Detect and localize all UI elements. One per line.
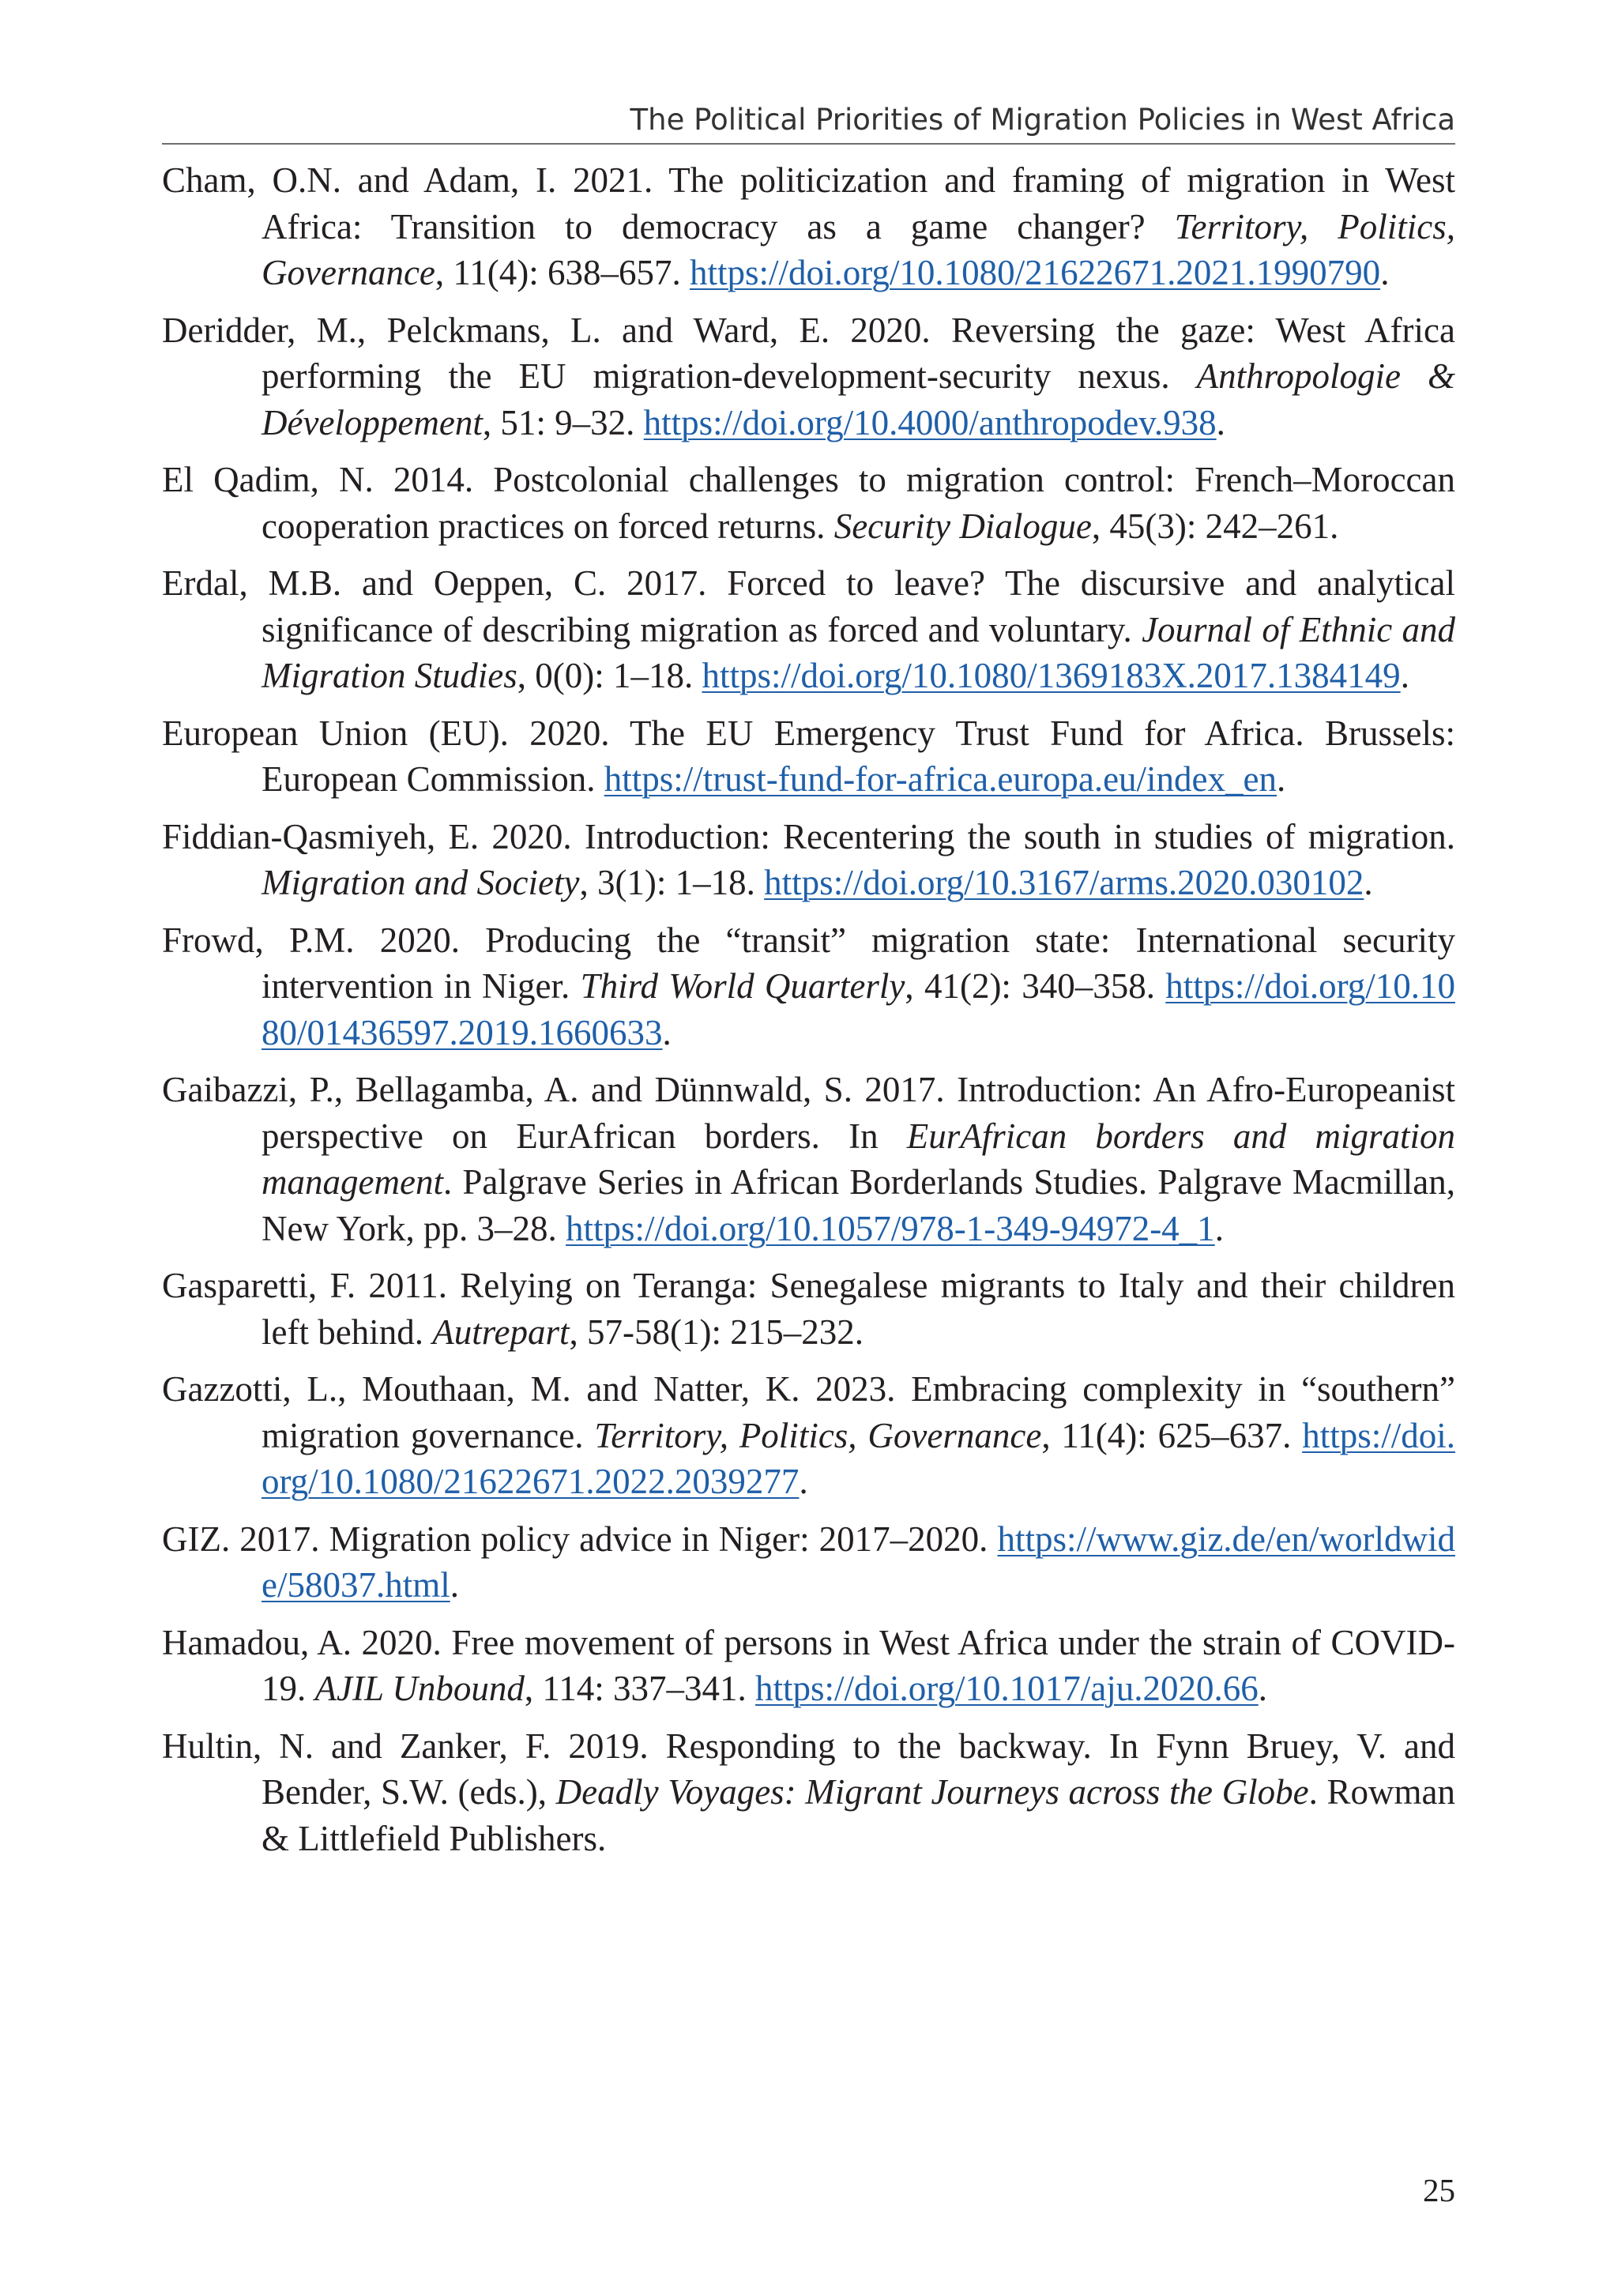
reference-end: . <box>1258 1669 1267 1708</box>
reference-text: Gazzotti, L., Mouthaan, M. and Natter, K. 2023. Embracing complexity in “southern” migration governance. <box>162 1369 1455 1455</box>
running-header: The Political Priorities of Migration Policies in West Africa <box>630 103 1455 137</box>
reference-details: . Rowman & Littlefield Publishers. <box>262 1772 1455 1858</box>
reference-entry <box>162 560 1455 699</box>
reference-doi-link[interactable]: https://doi.org/10.3167/arms.2020.030102 <box>764 863 1364 902</box>
reference-text: Fiddian-Qasmiyeh, E. 2020. Introduction: Recentering the south in studies of migration. <box>162 816 1455 856</box>
page-number: 25 <box>1423 2172 1455 2208</box>
reference-text: Deridder, M., Pelckmans, L. and Ward, E. 2020. Reversing the gaze: West Africa performing the EU migration-development-security nexus. <box>162 310 1455 396</box>
reference-source: Autrepart <box>432 1312 570 1352</box>
reference-end: . <box>1380 253 1390 292</box>
reference-text: Hultin, N. and Zanker, F. 2019. Responding to the backway. In Fynn Bruey, V. and Bender, S.W. (eds.), <box>162 1726 1455 1812</box>
reference-source: Migration and Society <box>262 863 580 902</box>
reference-end: . <box>662 1012 672 1052</box>
reference-entry <box>162 814 1455 906</box>
reference-end: . <box>1216 402 1225 442</box>
reference-source: Deadly Voyages: Migrant Journeys across the Globe <box>555 1772 1309 1812</box>
reference-details: , 57-58(1): 215–232. <box>569 1312 864 1352</box>
reference-end: . <box>799 1462 808 1501</box>
reference-list <box>162 157 1455 1873</box>
reference-entry <box>162 307 1455 446</box>
reference-text: Cham, O.N. and Adam, I. 2021. The politicization and framing of migration in West Africa: Transition to democracy as a game changer? <box>162 160 1455 247</box>
reference-details: , 11(4): 638–657. <box>435 253 690 292</box>
reference-end: . <box>450 1565 459 1605</box>
reference-text: European Union (EU). 2020. The EU Emergency Trust Fund for Africa. Brussels: European Commission. <box>162 713 1455 799</box>
reference-doi-link[interactable]: https://doi.org/10.1080/01436597.2019.1660633 <box>262 966 1455 1052</box>
reference-text: Gaibazzi, P., Bellagamba, A. and Dünnwald, S. 2017. Introduction: An Afro-Europeanist perspective on EurAfrican borders. In <box>162 1070 1455 1156</box>
reference-source: EurAfrican borders and migration management <box>262 1116 1455 1202</box>
reference-entry <box>162 457 1455 549</box>
header-rule <box>162 143 1455 145</box>
reference-text: Erdal, M.B. and Oeppen, C. 2017. Forced to leave? The discursive and analytical significance of describing migration as forced and voluntary. <box>162 563 1455 649</box>
reference-entry <box>162 1620 1455 1712</box>
reference-details: , 51: 9–32. <box>482 402 644 442</box>
reference-details: , 11(4): 625–637. <box>1041 1415 1303 1455</box>
reference-details: , 3(1): 1–18. <box>579 863 765 902</box>
reference-source: Territory, Politics, Governance <box>262 206 1455 292</box>
reference-details: , 114: 337–341. <box>524 1669 756 1708</box>
reference-doi-link[interactable]: https://doi.org/10.1080/21622671.2021.1990790 <box>689 253 1381 292</box>
reference-web-link[interactable]: https://www.giz.de/en/worldwide/58037.html <box>262 1519 1455 1605</box>
reference-doi-link[interactable]: https://doi.org/10.1017/aju.2020.66 <box>755 1669 1259 1708</box>
reference-source: Territory, Politics, Governance <box>594 1415 1042 1455</box>
reference-entry <box>162 1516 1455 1609</box>
reference-entry <box>162 1723 1455 1862</box>
reference-web-link[interactable]: https://trust-fund-for-africa.europa.eu/index_en <box>604 759 1277 799</box>
reference-entry <box>162 1263 1455 1355</box>
reference-doi-link[interactable]: https://doi.org/10.1080/1369183X.2017.1384149 <box>702 656 1401 695</box>
reference-entry <box>162 1366 1455 1505</box>
reference-end: . <box>1277 759 1286 799</box>
reference-entry <box>162 917 1455 1056</box>
reference-doi-link[interactable]: https://doi.org/10.4000/anthropodev.938 <box>643 402 1217 442</box>
reference-text: GIZ. 2017. Migration policy advice in Niger: 2017–2020. <box>162 1519 998 1559</box>
reference-doi-link[interactable]: https://doi.org/10.1080/21622671.2022.2039277 <box>262 1415 1455 1501</box>
reference-details: , 41(2): 340–358. <box>905 966 1166 1006</box>
reference-details: , 0(0): 1–18. <box>517 656 702 695</box>
reference-details: , 45(3): 242–261. <box>1091 506 1339 546</box>
reference-entry <box>162 157 1455 296</box>
reference-entry <box>162 1067 1455 1252</box>
reference-source: Journal of Ethnic and Migration Studies <box>262 609 1455 695</box>
reference-text: El Qadim, N. 2014. Postcolonial challenges to migration control: French–Moroccan cooperation practices on forced returns. <box>162 460 1455 546</box>
reference-source: Security Dialogue <box>833 506 1092 546</box>
reference-details: . Palgrave Series in African Borderlands Studies. Palgrave Macmillan, New York, pp. 3–28. <box>262 1162 1455 1248</box>
reference-doi-link[interactable]: https://doi.org/10.1057/978-1-349-94972-4_1 <box>566 1208 1215 1248</box>
reference-text: Gasparetti, F. 2011. Relying on Teranga: Senegalese migrants to Italy and their children left behind. <box>162 1266 1455 1352</box>
reference-text: Hamadou, A. 2020. Free movement of persons in West Africa under the strain of COVID-19. <box>162 1622 1455 1708</box>
reference-source: AJIL Unbound <box>314 1669 525 1708</box>
reference-source: Third World Quarterly <box>580 966 905 1006</box>
reference-entry <box>162 710 1455 803</box>
reference-end: . <box>1400 656 1409 695</box>
reference-source: Anthropologie & Développement <box>262 356 1455 442</box>
reference-text: Frowd, P.M. 2020. Producing the “transit” migration state: International security intervention in Niger. <box>162 920 1455 1006</box>
reference-end: . <box>1214 1208 1224 1248</box>
reference-end: . <box>1364 863 1373 902</box>
